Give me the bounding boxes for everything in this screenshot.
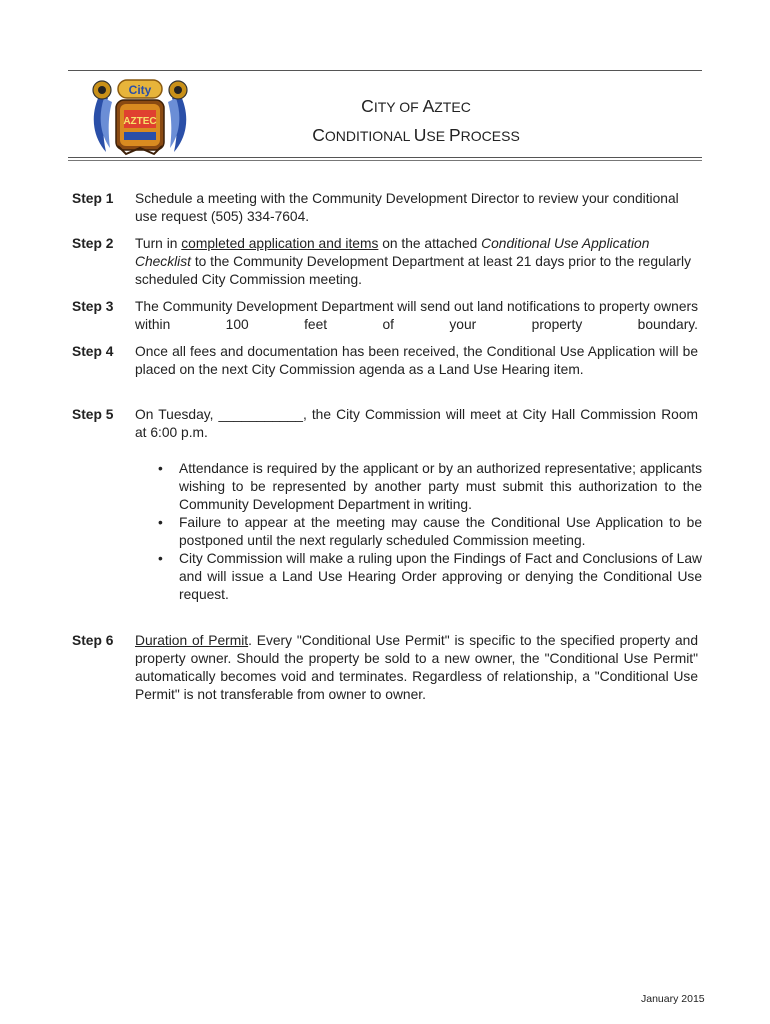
bullet-icon: • (158, 461, 163, 476)
step-text-part: to the Community Development Department at least 21 days prior to the regularly scheduled City Commission meeting. (135, 254, 691, 287)
title-char: U (413, 125, 427, 145)
list-item-text: City Commission will make a ruling upon the Findings of Fact and Conclusions of Law and will issue a Land Use Hearing Order approving or denying the Conditional Use request. (179, 551, 702, 602)
title-part: ZTEC (434, 99, 471, 115)
step-text-part: on the attached (378, 236, 482, 251)
step-text-part: . Every "Conditional Use Permit" is specific to the specified property and property owner. Should the property be sold to a new owner, the "Conditional Use Permit" automatically becomes void and terminates. Regardless of relationship, a "Conditional Use Permit" is not transferable from owner to owner. (135, 633, 698, 702)
step-text-part: Turn in (135, 236, 182, 251)
list-item (150, 550, 702, 604)
title-line-1 (250, 92, 582, 121)
step-underlined-text: Duration of Permit (135, 633, 249, 648)
title-part: ONDITIONAL (324, 128, 414, 144)
list-item (150, 514, 702, 550)
title-char: C (312, 125, 325, 145)
list-item-text: Failure to appear at the meeting may cause the Conditional Use Application to be postponed until the next regularly scheduled Commission meeting. (179, 515, 702, 548)
step-text: On Tuesday, ___________, the City Commission will meet at City Hall Commission Room at 6:00 p.m. (135, 407, 698, 440)
footer-date: January 2015 (641, 993, 705, 1005)
step-text (135, 235, 698, 289)
title-part: ITY OF (373, 99, 423, 115)
page-title (250, 92, 582, 150)
logo-aztec-text: AZTEC (123, 116, 157, 127)
title-part: ROCESS (460, 128, 520, 144)
step-text: Schedule a meeting with the Community Development Director to review your conditional use request (505) 334-7604. (135, 191, 679, 224)
step-label: Step 3 (72, 299, 114, 314)
checklist-reference: Conditional Use Application Checklist (135, 236, 650, 269)
title-char: A (422, 96, 435, 116)
list-item (150, 460, 702, 514)
step-label: Step 2 (72, 236, 114, 251)
city-logo (88, 74, 192, 156)
list-item-text: Attendance is required by the applicant or by an authorized representative; applicants wishing to be represented by another party must submit this authorization to the Community Development Department in writing. (179, 461, 702, 512)
bullet-icon: • (158, 515, 163, 530)
step-text: The Community Development Department will send out land notifications to property owners within 100 feet of your property boundary. (135, 299, 698, 332)
header-bottom-rule (68, 157, 702, 158)
bullet-icon: • (158, 551, 163, 566)
step-label: Step 5 (72, 407, 114, 422)
title-part: SE (426, 128, 449, 144)
step-label: Step 6 (72, 633, 114, 648)
logo-city-text: City (128, 83, 152, 97)
step-underlined-text: completed application and items (181, 236, 379, 251)
title-char: C (361, 96, 374, 116)
step-label: Step 1 (72, 191, 114, 206)
title-char: P (448, 125, 461, 145)
step-label: Step 4 (72, 344, 114, 359)
step-text (135, 632, 698, 704)
title-line-2 (250, 121, 582, 150)
step-text: Once all fees and documentation has been received, the Conditional Use Application will be placed on the next City Commission agenda as a Land Use Hearing item. (135, 344, 698, 377)
header-bottom-rule-2 (68, 160, 702, 161)
meeting-notes-list (150, 460, 702, 604)
header-top-rule (68, 70, 702, 71)
